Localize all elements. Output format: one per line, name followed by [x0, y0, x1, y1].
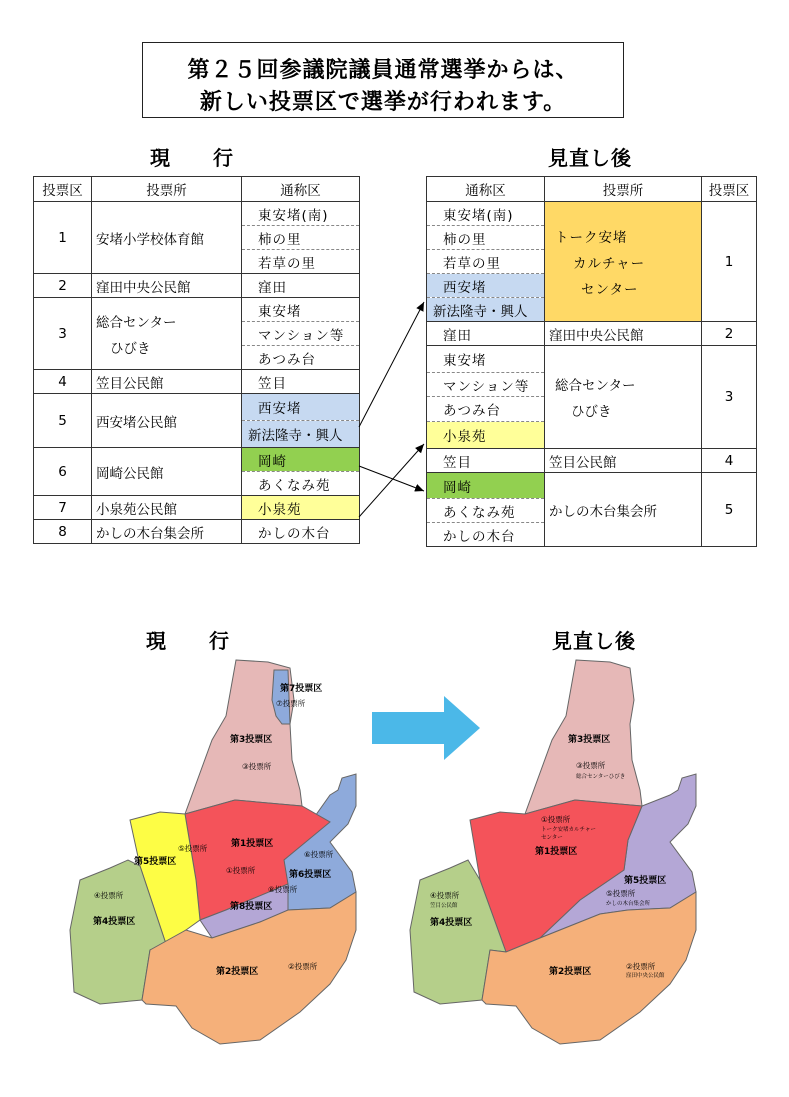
district-number: 2 [702, 322, 757, 346]
district-number: 8 [34, 520, 92, 544]
area-name: 若草の里 [242, 250, 360, 274]
district-number: 1 [34, 202, 92, 274]
area-name: 岡崎 [242, 448, 360, 472]
label-s2-name: 窪田中央公民館 [626, 973, 665, 979]
polling-station: 小泉苑公民館 [92, 496, 242, 520]
label-d4: 第4投票区 [93, 917, 136, 927]
area-name: 窪田 [427, 322, 545, 346]
polling-station-line: トーク安堵 [555, 229, 628, 246]
label-d4: 第4投票区 [430, 918, 473, 928]
label-s4-name: 笠目公民館 [430, 903, 458, 909]
transition-arrow-icon [372, 696, 480, 760]
area-name: 東安堵 [242, 298, 360, 322]
district-number: 4 [702, 449, 757, 473]
label-d3: 第3投票区 [568, 735, 611, 745]
area-name: 岡崎 [427, 473, 545, 499]
label-s3: ③投票所 [242, 762, 272, 771]
area-name: 若草の里 [427, 250, 545, 274]
polling-station-line: 総合センター [96, 314, 177, 331]
polling-station: 笠目公民館 [92, 370, 242, 394]
area-name: あくなみ苑 [427, 499, 545, 523]
area-name: あくなみ苑 [242, 472, 360, 496]
polling-station: かしの木台集会所 [92, 520, 242, 544]
label-s3: ③投票所 [576, 761, 606, 770]
polling-station: 笠目公民館 [545, 449, 702, 473]
label-s1: ①投票所 [226, 866, 256, 875]
header-area: 通称区 [427, 177, 545, 202]
area-name: 窪田 [242, 274, 360, 298]
header-district: 投票区 [702, 177, 757, 202]
label-s4: ④投票所 [430, 891, 460, 900]
district-number: 5 [34, 394, 92, 448]
label-s8: ⑧投票所 [268, 885, 298, 894]
polling-station: 西安堵公民館 [92, 394, 242, 448]
area-name: かしの木台 [242, 520, 360, 544]
district-number: 3 [34, 298, 92, 370]
label-s3-name: 総合センターひびき [576, 774, 626, 780]
label-s6: ⑥投票所 [304, 850, 334, 859]
area-name: 新法隆寺・興人 [427, 298, 545, 322]
revised-table-heading: 見直し後 [548, 146, 632, 170]
district-number: 7 [34, 496, 92, 520]
current-map-heading: 現 行 [146, 629, 230, 653]
polling-station: 安堵小学校体育館 [92, 202, 242, 274]
label-d5: 第5投票区 [624, 876, 667, 886]
label-s1-name: センター [541, 835, 563, 841]
district-number: 4 [34, 370, 92, 394]
polling-station-line: ひびき [110, 340, 151, 357]
area-name: マンション等 [427, 373, 545, 397]
district-number: 2 [34, 274, 92, 298]
header-area: 通称区 [242, 177, 360, 202]
revised-map-heading: 見直し後 [552, 629, 636, 653]
district-number: 5 [702, 473, 757, 547]
polling-station-line: 総合センター [555, 378, 636, 394]
area-name: 西安堵 [427, 274, 545, 298]
area-name: 東安堵 [427, 346, 545, 373]
district-number: 1 [702, 202, 757, 322]
label-d6: 第6投票区 [289, 870, 332, 880]
label-d7: 第7投票区 [280, 684, 323, 694]
header-station: 投票所 [545, 177, 702, 202]
header-district: 投票区 [34, 177, 92, 202]
current-table-heading: 現 行 [150, 146, 234, 170]
label-s5: ⑤投票所 [178, 844, 208, 853]
label-d2: 第2投票区 [216, 967, 259, 977]
label-s2: ②投票所 [626, 962, 656, 971]
area-name: かしの木台 [427, 523, 545, 547]
polling-station-line: センター [581, 281, 639, 298]
area-name: 柿の里 [427, 226, 545, 250]
label-s5-name: かしの木台集会所 [606, 901, 651, 907]
title-line-1: 第２５回参議院議員通常選挙からは、 [187, 58, 579, 83]
area-name: 新法隆寺・興人 [242, 421, 360, 448]
polling-station: 窪田中央公民館 [545, 322, 702, 346]
polling-station: 岡崎公民館 [92, 448, 242, 496]
label-d5: 第5投票区 [134, 857, 177, 867]
area-name: 東安堵(南) [427, 202, 545, 226]
label-d2: 第2投票区 [549, 967, 592, 977]
label-d3: 第3投票区 [230, 735, 273, 745]
district-number: 3 [702, 346, 757, 449]
area-name: 東安堵(南) [242, 202, 360, 226]
polling-station: 窪田中央公民館 [92, 274, 242, 298]
area-name: あつみ台 [242, 346, 360, 370]
label-s7: ⑦投票所 [276, 699, 306, 708]
label-s1: ①投票所 [541, 815, 571, 824]
title-line-2: 新しい投票区で選挙が行われます。 [199, 90, 567, 115]
label-s5: ⑤投票所 [606, 889, 636, 898]
polling-station-line: ひびき [571, 404, 612, 420]
header-station: 投票所 [92, 177, 242, 202]
label-s2: ②投票所 [288, 962, 318, 971]
area-name: 笠目 [427, 449, 545, 473]
polling-station-line: カルチャー [573, 255, 646, 272]
area-name: 笠目 [242, 370, 360, 394]
area-name: 小泉苑 [427, 422, 545, 449]
area-name: 西安堵 [242, 394, 360, 421]
label-d1: 第1投票区 [535, 847, 578, 857]
polling-station: かしの木台集会所 [545, 473, 702, 547]
area-name: 小泉苑 [242, 496, 360, 520]
area-name: あつみ台 [427, 397, 545, 422]
district-number: 6 [34, 448, 92, 496]
area-name: 柿の里 [242, 226, 360, 250]
area-name: マンション等 [242, 322, 360, 346]
label-d8: 第8投票区 [230, 902, 273, 912]
label-d1: 第1投票区 [231, 839, 274, 849]
label-s1-name: トーク安堵カルチャー [541, 827, 596, 833]
label-s4: ④投票所 [94, 891, 124, 900]
